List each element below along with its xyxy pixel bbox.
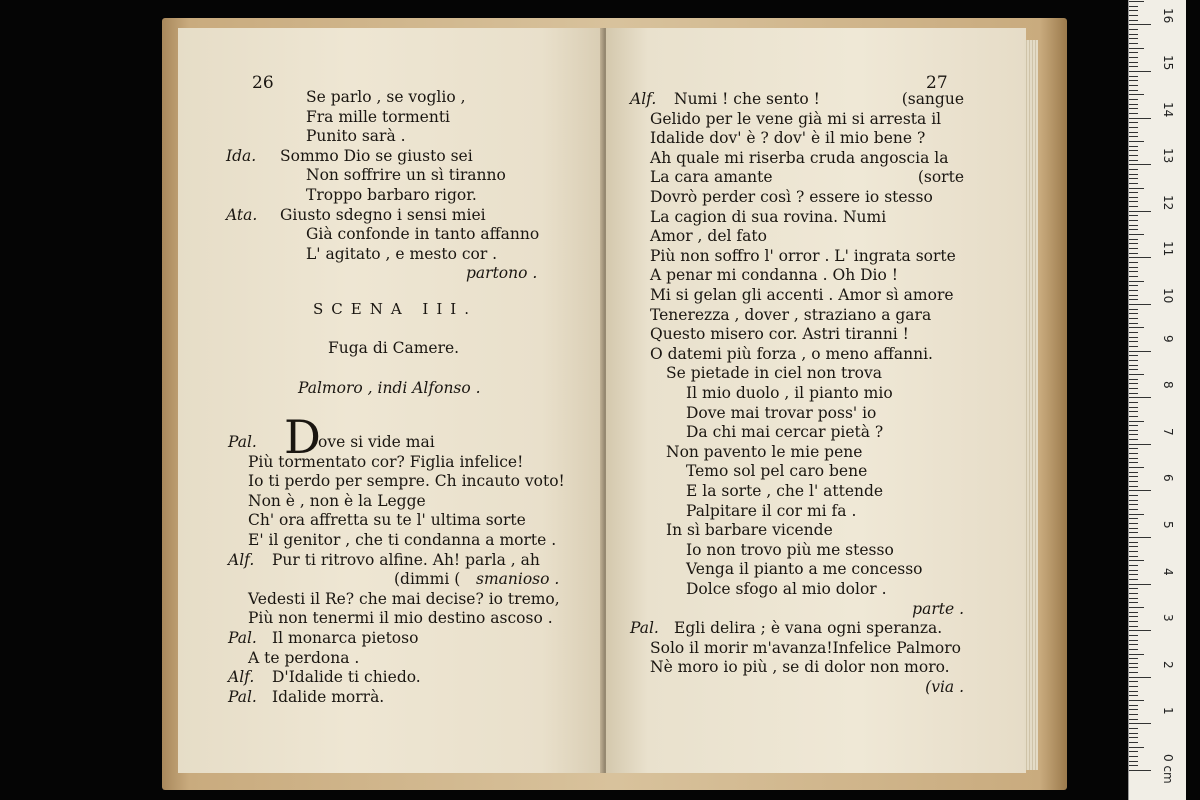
dialogue-line: ove si vide mai xyxy=(318,433,435,451)
verse-line: E la sorte , che l' attende xyxy=(686,482,884,500)
ruler-tick xyxy=(1129,29,1138,30)
ruler-tick xyxy=(1129,626,1138,627)
stage-direction: parte . xyxy=(912,599,964,618)
ruler-tick xyxy=(1129,635,1138,636)
ruler-tick xyxy=(1129,467,1144,468)
ruler-tick xyxy=(1129,57,1138,58)
ruler-tick xyxy=(1129,276,1138,277)
ruler-tick xyxy=(1129,141,1144,142)
ruler-tick xyxy=(1129,1,1144,2)
ruler-tick xyxy=(1129,271,1138,272)
ruler-tick xyxy=(1129,318,1138,319)
ruler-tick xyxy=(1129,127,1138,128)
verse-line: Punito sarà . xyxy=(306,127,406,146)
ruler-tick xyxy=(1129,337,1138,338)
ruler-number: 11 xyxy=(1161,241,1175,257)
ruler-tick xyxy=(1129,290,1138,291)
right-page xyxy=(606,28,1026,773)
ruler-tick xyxy=(1129,490,1151,491)
ruler-tick xyxy=(1129,588,1138,589)
ruler-tick xyxy=(1129,285,1138,286)
verse-line: Questo misero cor. Astri tiranni ! xyxy=(650,325,909,344)
ruler-tick xyxy=(1129,15,1138,16)
ruler-tick xyxy=(1129,160,1138,161)
ruler-tick xyxy=(1129,104,1138,105)
ruler-tick xyxy=(1129,71,1151,72)
verse-line: Il mio duolo , il pianto mio xyxy=(686,384,893,402)
ruler-tick xyxy=(1129,579,1138,580)
ruler-tick xyxy=(1129,379,1138,380)
verse-line: Temo sol pel caro bene xyxy=(686,462,868,481)
ruler-tick xyxy=(1129,495,1138,496)
ruler-tick xyxy=(1129,122,1138,123)
ruler-number: 16 xyxy=(1161,8,1175,24)
ruler-tick xyxy=(1129,374,1144,375)
ruler-tick xyxy=(1129,346,1138,347)
ruler-number: 1 xyxy=(1161,707,1175,716)
verse-line: Giusto sdegno i sensi miei xyxy=(280,205,486,224)
ruler-tick xyxy=(1129,299,1138,300)
ruler-tick xyxy=(1129,691,1138,692)
ruler-tick xyxy=(1129,220,1138,221)
ruler-tick xyxy=(1129,388,1138,389)
ruler-tick xyxy=(1129,551,1138,552)
verse-line: Se pietade in ciel non trova xyxy=(666,364,883,383)
verse-line: Fra mille tormenti xyxy=(306,107,451,126)
ruler-tick xyxy=(1129,476,1138,477)
ruler-tick xyxy=(1129,644,1138,645)
ruler-tick xyxy=(1129,402,1138,403)
stage-direction: smanioso . xyxy=(476,570,560,589)
dialogue-line: Pur ti ritrovo alfine. Ah! parla , ah xyxy=(272,550,540,569)
verse-line: Io non trovo più me stesso xyxy=(686,540,894,559)
ruler-tick xyxy=(1129,304,1151,305)
scene-characters: Palmoro , indi Alfonso . xyxy=(298,379,481,397)
ruler-tick xyxy=(1129,24,1151,25)
ruler-tick xyxy=(1129,434,1138,435)
ruler-tick xyxy=(1129,700,1144,701)
verse-line: Nè moro io più , se di dolor non moro. xyxy=(650,658,950,677)
speaker-label: Alf. xyxy=(228,550,255,569)
stage-direction: (sorte xyxy=(917,168,964,187)
ruler-tick xyxy=(1129,99,1138,100)
ruler-tick xyxy=(1129,681,1138,682)
dialogue-line: Il monarca pietoso xyxy=(272,629,419,647)
ruler-tick xyxy=(1129,48,1144,49)
ruler-tick xyxy=(1129,570,1138,571)
ruler-tick xyxy=(1129,341,1138,342)
verse-line: Ah quale mi riserba cruda angoscia la xyxy=(650,148,949,167)
ruler-tick xyxy=(1129,206,1138,207)
ruler-tick xyxy=(1129,709,1138,710)
verse-line: Mi si gelan gli accenti . Amor sì amore xyxy=(650,286,954,304)
left-page xyxy=(178,28,606,773)
verse-line: Sommo Dio se giusto sei xyxy=(280,146,473,165)
ruler-tick xyxy=(1129,295,1138,296)
ruler-tick xyxy=(1129,38,1138,39)
ruler-tick xyxy=(1129,253,1138,254)
ruler-tick xyxy=(1129,518,1138,519)
ruler-tick xyxy=(1129,155,1138,156)
verse-line: Da chi mai cercar pietà ? xyxy=(686,423,884,442)
ruler-tick xyxy=(1129,742,1138,743)
verse-line: In sì barbare vicende xyxy=(666,521,833,540)
verse-line: Non soffrire un sì tiranno xyxy=(306,166,506,185)
ruler-tick xyxy=(1129,192,1138,193)
ruler-tick xyxy=(1129,695,1138,696)
ruler-tick xyxy=(1129,132,1138,133)
ruler-tick xyxy=(1129,369,1138,370)
ruler-tick xyxy=(1129,439,1138,440)
ruler-tick xyxy=(1129,719,1138,720)
ruler-tick xyxy=(1129,593,1138,594)
drop-cap: D xyxy=(284,410,321,464)
ruler-tick xyxy=(1129,108,1138,109)
ruler-tick xyxy=(1129,430,1138,431)
ruler-number: 2 xyxy=(1161,660,1175,669)
dialogue-line: A te perdona . xyxy=(248,648,360,667)
ruler-tick xyxy=(1129,672,1138,673)
ruler-number: 14 xyxy=(1161,101,1175,117)
ruler-tick xyxy=(1129,146,1138,147)
ruler-number: 6 xyxy=(1161,474,1175,483)
ruler-tick xyxy=(1129,421,1144,422)
stage-direction: (sangue xyxy=(901,90,964,108)
ruler-tick xyxy=(1129,43,1138,44)
page-number-left: 26 xyxy=(252,73,274,93)
ruler-tick xyxy=(1129,239,1138,240)
ruler-tick xyxy=(1129,677,1151,678)
verse-line: Già confonde in tanto affanno xyxy=(306,225,540,244)
ruler-tick xyxy=(1129,504,1138,505)
dialogue-line: Ch' ora affretta su te l' ultima sorte xyxy=(248,511,526,530)
ruler-tick xyxy=(1129,113,1138,114)
ruler-tick xyxy=(1129,10,1138,11)
ruler-tick xyxy=(1129,612,1138,613)
verse-line: Troppo barbaro rigor. xyxy=(306,186,477,204)
ruler-tick xyxy=(1129,532,1138,533)
ruler-tick xyxy=(1129,215,1138,216)
ruler-tick xyxy=(1129,136,1138,137)
ruler-tick xyxy=(1129,425,1138,426)
ruler-tick xyxy=(1129,663,1138,664)
ruler-number: 8 xyxy=(1161,381,1175,389)
ruler-tick xyxy=(1129,556,1138,557)
ruler-number: 15 xyxy=(1161,55,1175,71)
ruler-tick xyxy=(1129,411,1138,412)
ruler-number: 12 xyxy=(1161,194,1175,211)
verse-line: Solo il morir m'avanza!Infelice Palmoro xyxy=(650,638,961,657)
ruler-tick xyxy=(1129,444,1151,445)
ruler-tick xyxy=(1129,500,1138,501)
ruler-tick xyxy=(1129,85,1138,86)
ruler-tick xyxy=(1129,164,1151,165)
ruler-tick xyxy=(1129,323,1138,324)
ruler-tick xyxy=(1129,66,1138,67)
verse-line: O datemi più forza , o meno affanni. xyxy=(650,344,933,363)
ruler-unit-label: 0 cm xyxy=(1161,754,1175,784)
ruler-tick xyxy=(1129,351,1151,352)
ruler-tick xyxy=(1129,188,1144,189)
ruler-tick xyxy=(1129,355,1138,356)
ruler-tick xyxy=(1129,509,1138,510)
speaker-label: Ida. xyxy=(226,146,257,165)
ruler-tick xyxy=(1129,178,1138,179)
page-number-right: 27 xyxy=(926,73,948,93)
scene-setting: Fuga di Camere. xyxy=(328,339,460,357)
speaker-label: Alf. xyxy=(630,90,657,108)
ruler-tick xyxy=(1129,658,1138,659)
verse-line: Dovrò perder così ? essere io stesso xyxy=(650,188,933,206)
ruler-tick xyxy=(1129,640,1138,641)
ruler-tick xyxy=(1129,649,1138,650)
ruler-tick xyxy=(1129,383,1138,384)
ruler-tick xyxy=(1129,462,1138,463)
dialogue-line: Vedesti il Re? che mai decise? io tremo, xyxy=(248,589,560,608)
dialogue-line: E' il genitor , che ti condanna a morte . xyxy=(248,531,557,549)
ruler-tick xyxy=(1129,150,1138,151)
ruler-tick xyxy=(1129,397,1151,398)
ruler-tick xyxy=(1129,6,1138,7)
ruler-tick xyxy=(1129,733,1138,734)
verse-line: Amor , del fato xyxy=(650,227,767,246)
ruler-tick xyxy=(1129,751,1138,752)
ruler-tick xyxy=(1129,453,1138,454)
ruler-tick xyxy=(1129,76,1138,77)
ruler-tick xyxy=(1129,327,1144,328)
ruler-tick xyxy=(1129,486,1138,487)
ruler-tick xyxy=(1129,416,1138,417)
verse-line: Dove mai trovar poss' io xyxy=(686,403,877,422)
ruler-tick xyxy=(1129,765,1138,766)
ruler-tick xyxy=(1129,94,1144,95)
dialogue-line: D'Idalide ti chiedo. xyxy=(272,668,421,687)
measuring-ruler xyxy=(1128,0,1189,800)
ruler-tick xyxy=(1129,630,1151,631)
ruler-tick xyxy=(1129,667,1138,668)
ruler-tick xyxy=(1129,118,1151,119)
ruler-tick xyxy=(1129,267,1138,268)
verse-line: Tenerezza , dover , straziano a gara xyxy=(650,305,932,324)
ruler-tick xyxy=(1129,332,1138,333)
ruler-tick xyxy=(1129,313,1138,314)
ruler-number: 10 xyxy=(1161,288,1175,304)
ruler-tick xyxy=(1129,62,1138,63)
ruler-tick xyxy=(1129,360,1138,361)
ruler-tick xyxy=(1129,481,1138,482)
verse-line: Numi ! che sento ! xyxy=(674,90,820,108)
dialogue-line: Non è , non è la Legge xyxy=(248,491,426,510)
ruler-tick xyxy=(1129,761,1138,762)
ruler-tick xyxy=(1129,560,1144,561)
ruler-tick xyxy=(1129,20,1138,21)
ruler-tick xyxy=(1129,723,1151,724)
dialogue-line: Idalide morrà. xyxy=(272,687,385,706)
verse-line: Gelido per le vene già mi si arresta il xyxy=(650,109,942,128)
ruler-tick xyxy=(1129,407,1138,408)
ruler-tick xyxy=(1129,257,1151,258)
ruler-tick xyxy=(1129,225,1138,226)
speaker-label: Pal. xyxy=(228,687,257,706)
ruler-tick xyxy=(1129,183,1138,184)
speaker-label: Alf. xyxy=(228,668,255,687)
ruler-tick xyxy=(1129,448,1138,449)
ruler-tick xyxy=(1129,747,1144,748)
verse-line: Non pavento le mie pene xyxy=(666,442,863,461)
ruler-tick xyxy=(1129,528,1138,529)
verse-line: Più non soffro l' orror . L' ingrata sorte xyxy=(650,246,956,265)
verse-line: Venga il pianto a me concesso xyxy=(686,560,923,579)
ruler-tick xyxy=(1129,458,1138,459)
ruler-tick xyxy=(1129,169,1138,170)
page-edges xyxy=(1024,40,1038,770)
ruler-tick xyxy=(1129,602,1138,603)
ruler-tick xyxy=(1129,243,1138,244)
ruler-tick xyxy=(1129,34,1138,35)
ruler-tick xyxy=(1129,523,1138,524)
ruler-tick xyxy=(1129,607,1144,608)
ruler-tick xyxy=(1129,616,1138,617)
ruler-tick xyxy=(1129,365,1138,366)
verse-line: partono . xyxy=(466,264,538,283)
scene-title: SCENA III. xyxy=(313,300,477,318)
dialogue-line: Più non tenermi il mio destino ascoso . xyxy=(248,609,553,628)
ruler-tick xyxy=(1129,514,1144,515)
ruler-tick xyxy=(1129,309,1138,310)
ruler-tick xyxy=(1129,565,1138,566)
ruler-tick xyxy=(1129,598,1138,599)
dialogue-line: (dimmi ( xyxy=(394,570,461,589)
stage-direction: (via . xyxy=(925,678,964,696)
ruler-tick xyxy=(1129,728,1138,729)
ruler-tick xyxy=(1129,686,1138,687)
ruler-tick xyxy=(1129,80,1138,81)
speaker-label: Ata. xyxy=(226,205,258,224)
ruler-tick xyxy=(1129,248,1138,249)
ruler-tick xyxy=(1129,574,1138,575)
ruler-tick xyxy=(1129,472,1138,473)
ruler-tick xyxy=(1129,584,1151,585)
ruler-tick xyxy=(1129,705,1138,706)
ruler-tick xyxy=(1129,756,1138,757)
dialogue-line: Più tormentato cor? Figlia infelice! xyxy=(248,452,524,471)
verse-line: Se parlo , se voglio , xyxy=(306,88,466,106)
ruler-tick xyxy=(1129,546,1138,547)
ruler-tick xyxy=(1129,52,1138,53)
ruler-tick xyxy=(1129,174,1138,175)
ruler-tick xyxy=(1129,537,1151,538)
ruler-tick xyxy=(1129,621,1138,622)
verse-line: Palpitare il cor mi fa . xyxy=(686,501,857,520)
verse-line: Egli delira ; è vana ogni speranza. xyxy=(674,619,943,638)
ruler-tick xyxy=(1129,197,1138,198)
verse-line: La cagion di sua rovina. Numi xyxy=(650,207,887,226)
ruler-number: 13 xyxy=(1161,148,1175,164)
ruler-tick xyxy=(1129,737,1138,738)
verse-line: A penar mi condanna . Oh Dio ! xyxy=(650,266,898,285)
ruler-number: 9 xyxy=(1161,334,1175,343)
speaker-label: Pal. xyxy=(228,629,257,647)
verse-line: La cara amante xyxy=(650,168,773,187)
ruler-number: 4 xyxy=(1161,567,1175,576)
ruler-number: 3 xyxy=(1161,614,1175,622)
ruler-tick xyxy=(1129,229,1138,230)
ruler-tick xyxy=(1129,654,1144,655)
ruler-tick xyxy=(1129,542,1138,543)
ruler-tick xyxy=(1129,770,1151,771)
ruler-tick xyxy=(1129,211,1151,212)
ruler-tick xyxy=(1129,262,1138,263)
ruler-number: 7 xyxy=(1161,427,1175,436)
verse-line: L' agitato , e mesto cor . xyxy=(306,244,498,263)
ruler-number: 5 xyxy=(1161,521,1175,529)
dialogue-line: Io ti perdo per sempre. Ch incauto voto! xyxy=(248,472,565,491)
speaker-label: Pal. xyxy=(630,619,659,638)
verse-line: Idalide dov' è ? dov' è il mio bene ? xyxy=(650,129,926,148)
ruler-tick xyxy=(1129,201,1138,202)
ruler-tick xyxy=(1129,281,1144,282)
ruler-tick xyxy=(1129,90,1138,91)
ruler-tick xyxy=(1129,393,1138,394)
speaker-label: Pal. xyxy=(228,433,257,451)
verse-line: Dolce sfogo al mio dolor . xyxy=(686,580,887,598)
ruler-tick xyxy=(1129,234,1144,235)
ruler-tick xyxy=(1129,714,1138,715)
